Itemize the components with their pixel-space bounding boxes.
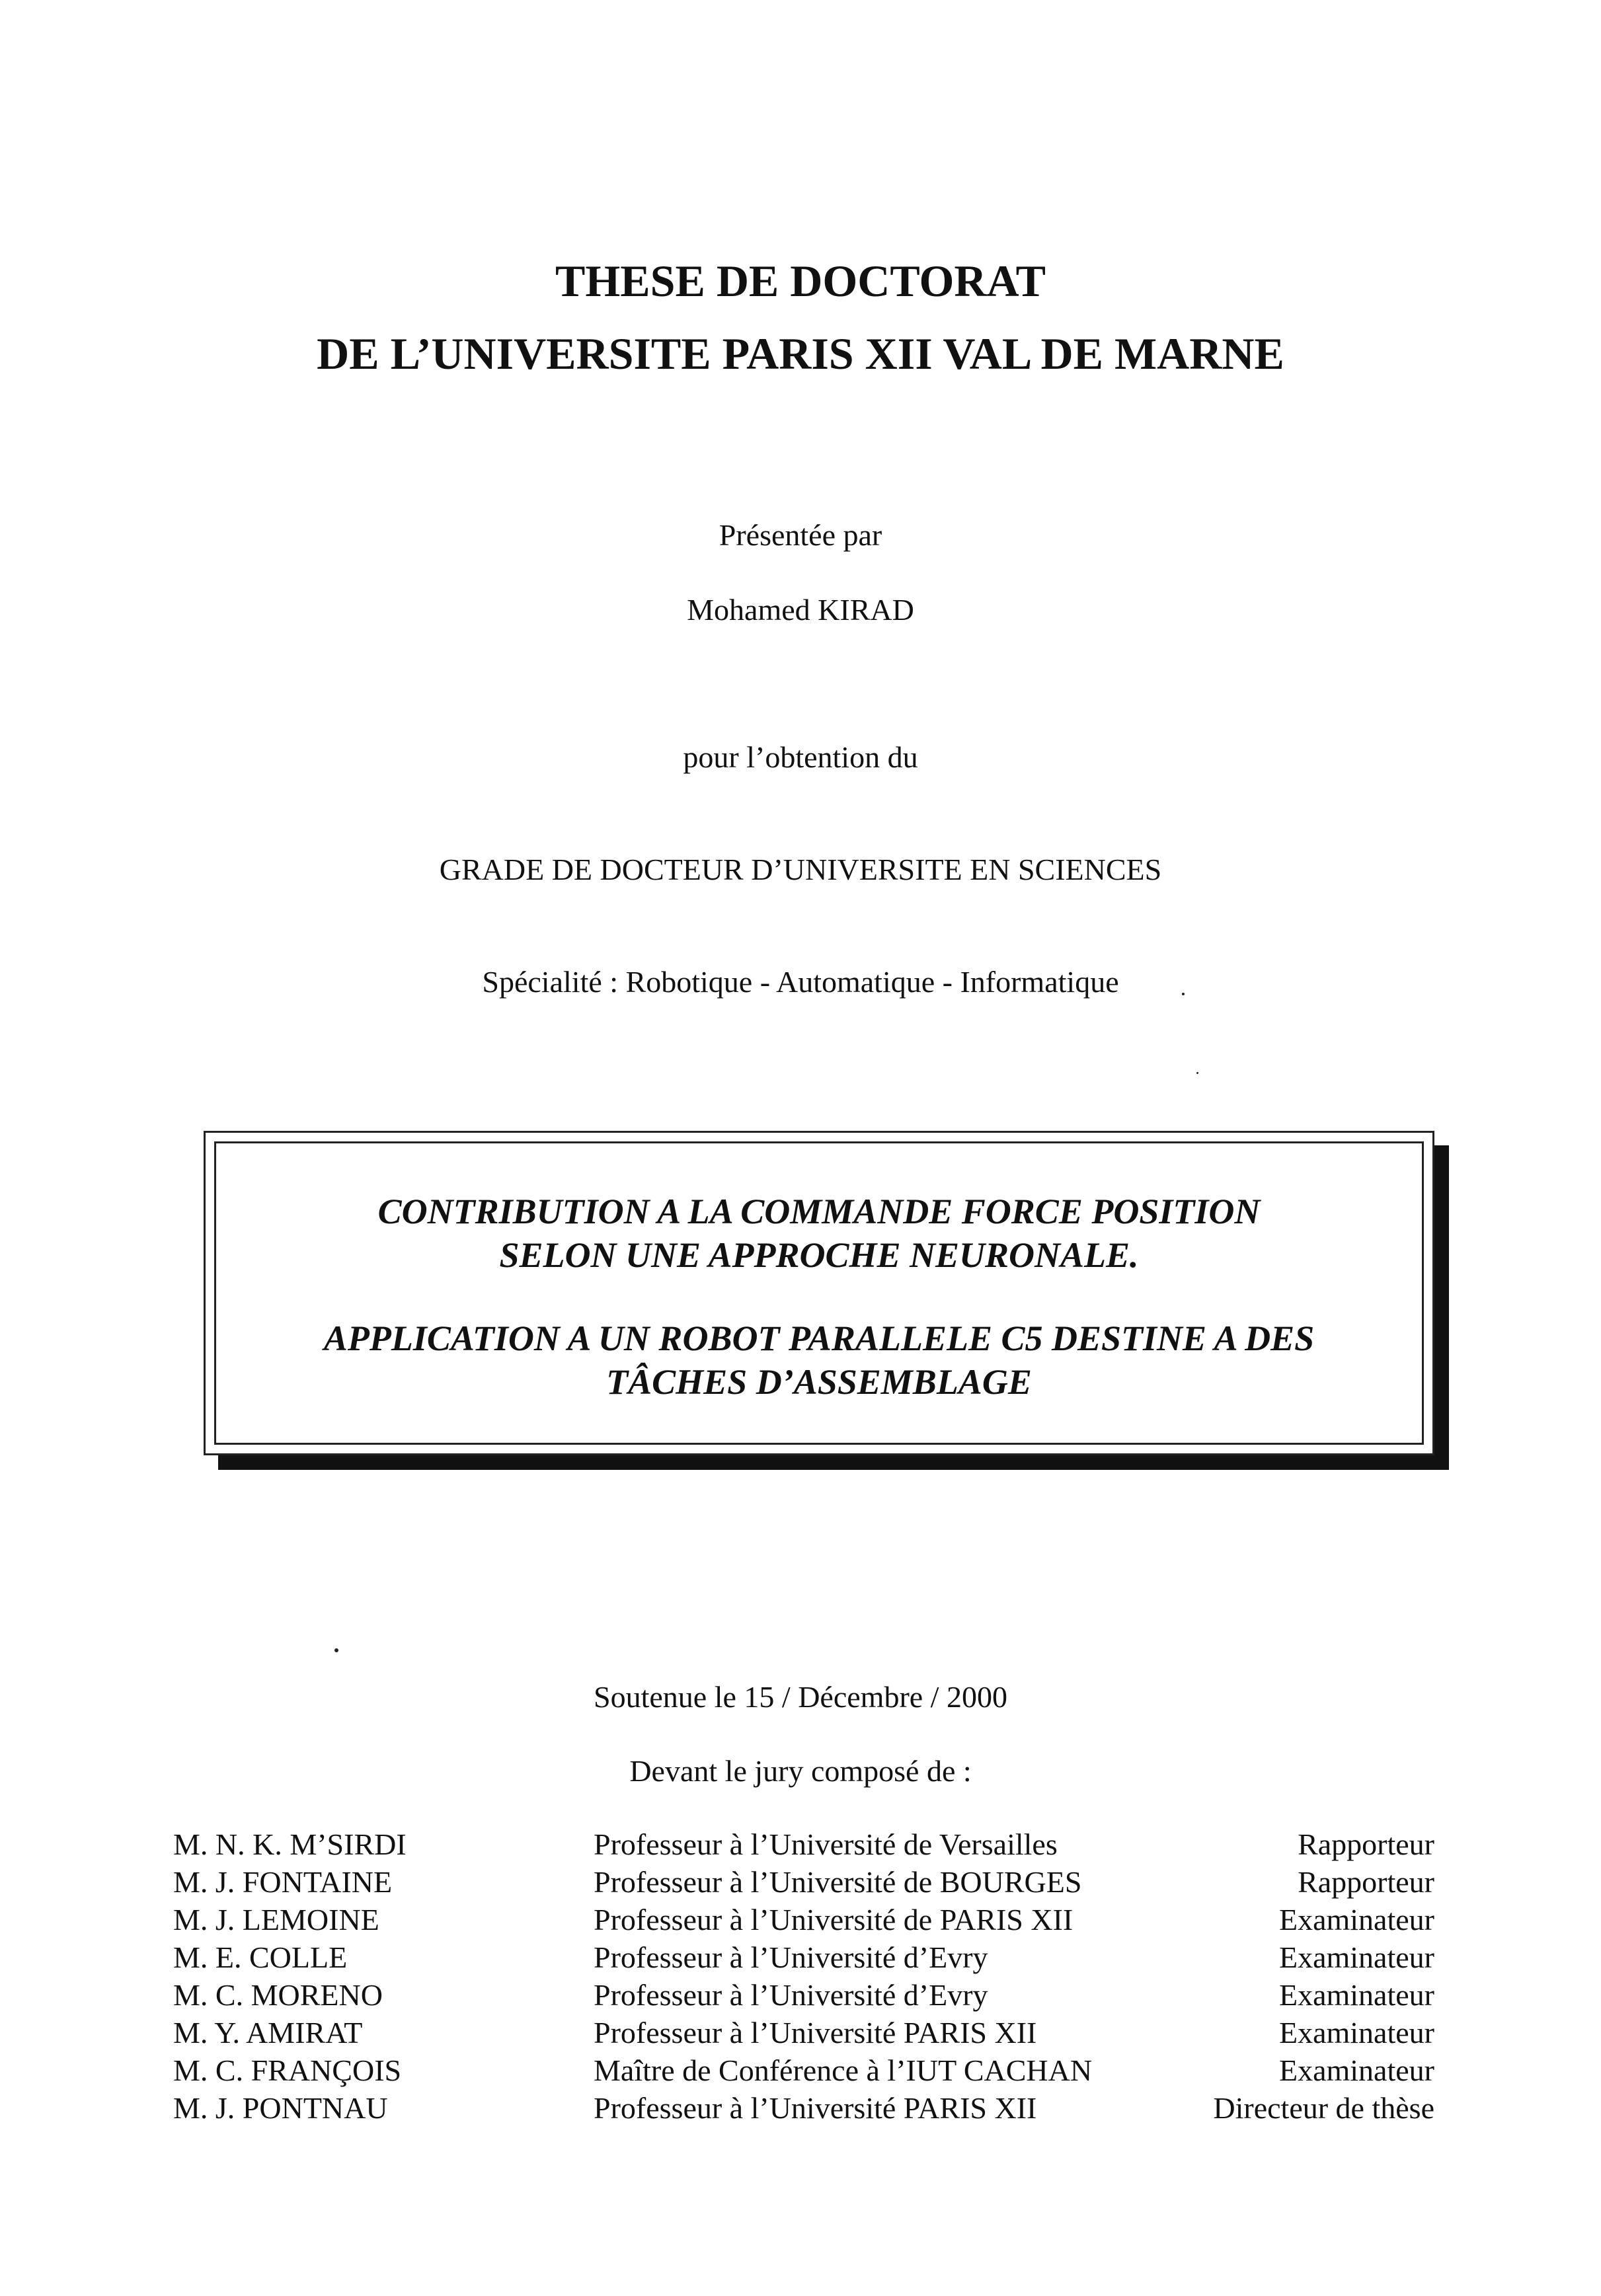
thesis-title-line-2: SELON UNE APPROCHE NEURONALE. <box>499 1235 1139 1275</box>
scan-speck <box>334 1648 338 1652</box>
jury-member-role: Examinateur <box>1278 2053 1434 2087</box>
jury-member-role: Examinateur <box>1278 2016 1434 2049</box>
jury-member <box>173 1976 1434 2014</box>
jury-member-role: Examinateur <box>1278 1978 1434 2012</box>
jury-member-name: M. E. COLLE <box>173 1940 348 1974</box>
jury-member-name: M. J. FONTAINE <box>173 1865 393 1899</box>
jury-list <box>173 1825 1434 2127</box>
jury-member-name: M. C. FRANÇOIS <box>173 2053 402 2087</box>
jury-member-role: Examinateur <box>1278 1940 1434 1974</box>
jury-member <box>173 2014 1434 2051</box>
author-name: Mohamed KIRAD <box>687 593 914 627</box>
jury-member-name: M. N. K. M’SIRDI <box>173 1827 407 1861</box>
jury-member <box>173 1938 1434 1976</box>
jury-member <box>173 1825 1434 1863</box>
jury-member-name: M. Y. AMIRAT <box>173 2016 363 2049</box>
thesis-title-line-4: TÂCHES D’ASSEMBLAGE <box>606 1362 1032 1402</box>
jury-member-role: Rapporteur <box>1298 1827 1434 1861</box>
header-line-2: DE L’UNIVERSITE PARIS XII VAL DE MARNE <box>317 328 1284 379</box>
jury-member-role: Directeur de thèse <box>1213 2091 1434 2125</box>
defense-date: Soutenue le 15 / Décembre / 2000 <box>594 1680 1007 1714</box>
jury-member-name: M. C. MORENO <box>173 1978 383 2012</box>
jury-member-affiliation: Professeur à l’Université de PARIS XII <box>594 1903 1074 1936</box>
jury-intro: Devant le jury composé de : <box>629 1754 972 1788</box>
thesis-title-line-3: APPLICATION A UN ROBOT PARALLELE C5 DESTINE A DES <box>323 1319 1315 1358</box>
jury-member-affiliation: Professeur à l’Université d’Evry <box>594 1940 988 1974</box>
thesis-title-line-1: CONTRIBUTION A LA COMMANDE FORCE POSITION <box>377 1192 1261 1231</box>
jury-member <box>173 1863 1434 1901</box>
thesis-header <box>0 245 1601 390</box>
degree-grade: GRADE DE DOCTEUR D’UNIVERSITE EN SCIENCES <box>439 853 1162 886</box>
jury-member-affiliation: Maître de Conférence à l’IUT CACHAN <box>594 2053 1093 2087</box>
jury-member-name: M. J. LEMOINE <box>173 1903 379 1936</box>
jury-member-affiliation: Professeur à l’Université d’Evry <box>594 1978 988 2012</box>
thesis-title-box-inner <box>214 1141 1424 1445</box>
jury-member-affiliation: Professeur à l’Université PARIS XII <box>594 2091 1037 2125</box>
jury-member-role: Examinateur <box>1278 1903 1434 1936</box>
header-line-1: THESE DE DOCTORAT <box>555 256 1046 306</box>
jury-member <box>173 2051 1434 2089</box>
specialty-line: Spécialité : Robotique - Automatique - Informatique <box>482 965 1119 999</box>
jury-member-affiliation: Professeur à l’Université PARIS XII <box>594 2016 1037 2049</box>
scan-speck <box>1196 1072 1198 1074</box>
scan-speck <box>1182 993 1185 995</box>
for-obtaining-label: pour l’obtention du <box>683 740 918 774</box>
jury-member-affiliation: Professeur à l’Université de BOURGES <box>594 1865 1082 1899</box>
jury-member <box>173 1901 1434 1938</box>
jury-member-name: M. J. PONTNAU <box>173 2091 388 2125</box>
jury-member <box>173 2089 1434 2127</box>
presented-by-label: Présentée par <box>719 518 882 552</box>
jury-member-affiliation: Professeur à l’Université de Versailles <box>594 1827 1058 1861</box>
jury-member-role: Rapporteur <box>1298 1865 1434 1899</box>
thesis-title-box <box>204 1131 1434 1455</box>
